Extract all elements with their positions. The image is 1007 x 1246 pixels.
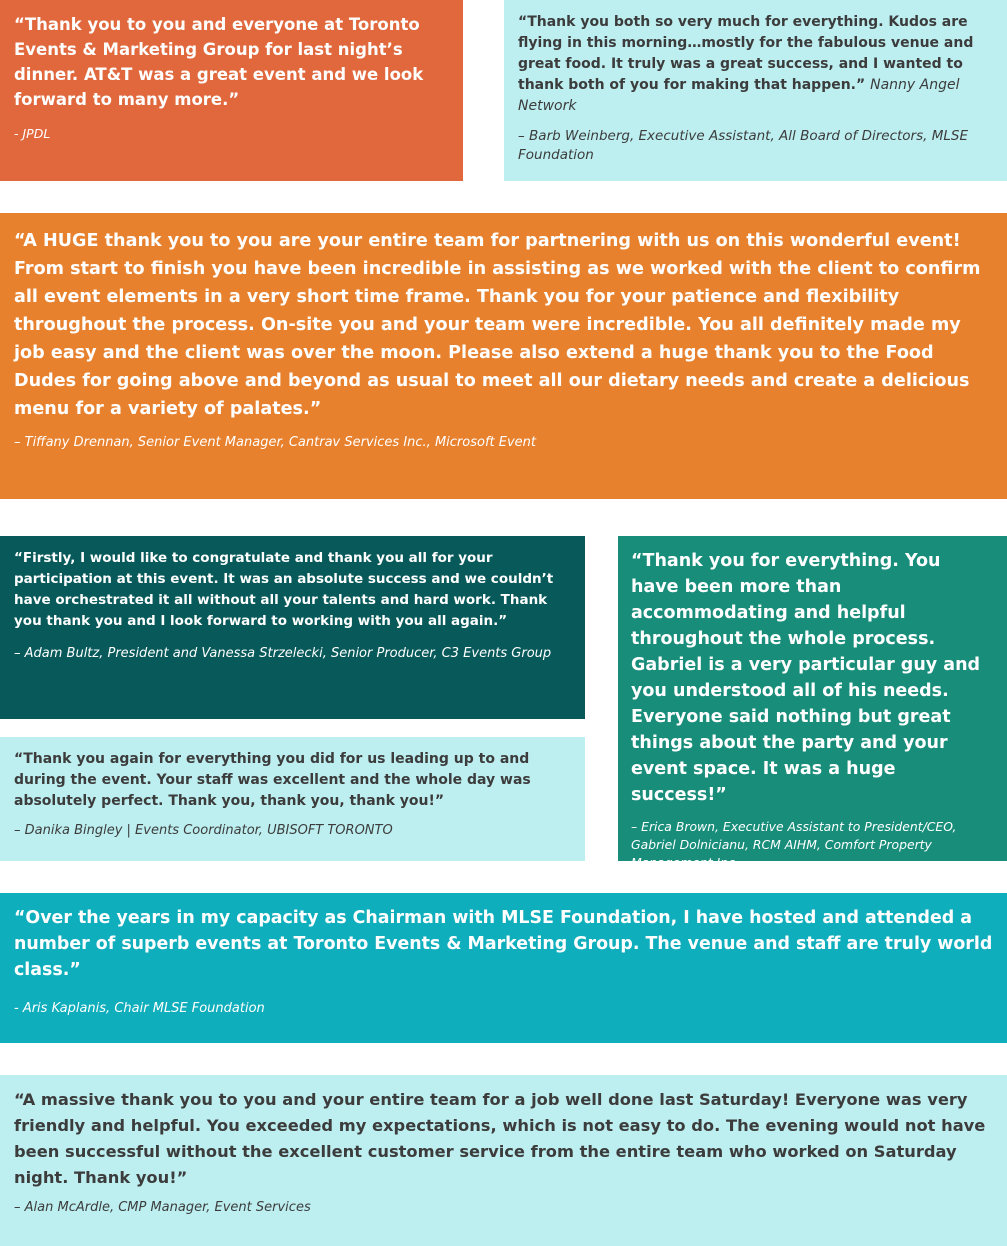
testimonial-card-erica-brown bbox=[618, 536, 1007, 870]
testimonial-card-barb-weinberg bbox=[504, 0, 1007, 181]
testimonial-quote: “A HUGE thank you to you are your entire team for partnering with us on this wonderful event! From start to finish you have been incredible in assisting as we worked with the client to confirm all event elements in a very short time frame. Thank you for your patience and flexibility throughout the process. On-site you and your team were incredible. You all definitely made my job easy and the client was over the moon. Please also extend a huge thank you to the Food Dudes for going above and beyond as usual to meet all our dietary needs and create a delicious menu for a variety of palates.” bbox=[14, 231, 981, 419]
testimonial-quote: “Thank you again for everything you did for us leading up to and during the event. Your staff was excellent and the whole day was absolutely perfect. Thank you, thank you, thank you!” bbox=[14, 751, 531, 809]
testimonial-author: - Aris Kaplanis, Chair MLSE Foundation bbox=[14, 1001, 265, 1016]
testimonial-card-alan-mcardle bbox=[0, 1075, 1007, 1246]
testimonial-quote-note: Nanny Angel Network bbox=[518, 77, 960, 114]
testimonial-author: – Barb Weinberg, Executive Assistant, All Board of Directors, MLSE Foundation bbox=[518, 128, 968, 163]
testimonial-card-danika-bingley bbox=[0, 737, 585, 861]
testimonial-card-aris-kaplanis bbox=[0, 893, 1007, 1043]
testimonial-quote: “A massive thank you to you and your entire team for a job well done last Saturday! Everyone was very friendly and helpful. You exceeded my expectations, which is not easy to do. The evening would not have been successful without the excellent customer service from the entire team who worked on Saturday night. Thank you!” bbox=[14, 1090, 986, 1187]
testimonial-author: – Adam Bultz, President and Vanessa Strzelecki, Senior Producer, C3 Events Group bbox=[14, 646, 552, 661]
testimonial-card-tiffany-drennan bbox=[0, 213, 1007, 499]
testimonial-author: – Danika Bingley | Events Coordinator, UBISOFT TORONTO bbox=[14, 823, 393, 838]
testimonial-author: – Tiffany Drennan, Senior Event Manager, Cantrav Services Inc., Microsoft Event bbox=[14, 435, 536, 450]
testimonial-quote-text: “Thank you both so very much for everything. Kudos are flying in this morning…mostly for the fabulous venue and great food. It truly was a great success, and I wanted to thank both of you for making that happen.” bbox=[518, 14, 974, 93]
testimonial-author: – Erica Brown, Executive Assistant to President/CEO, Gabriel Dolnicianu, RCM AIHM, Comfort Property Management Inc. bbox=[631, 819, 957, 870]
testimonial-quote: “Thank you to you and everyone at Toronto Events & Marketing Group for last night’s dinner. AT&T was a great event and we look forward to many more.” bbox=[14, 15, 424, 109]
testimonial-quote: “Thank you for everything. You have been more than accommodating and helpful throughout the whole process. Gabriel is a very particular guy and you understood all of his needs. Everyone said nothing but great things about the party and your event space. It was a huge success!” bbox=[631, 551, 981, 805]
testimonial-quote: “Firstly, I would like to congratulate and thank you all for your participation at this event. It was an absolute success and we couldn’t have orchestrated it all without all your talents and hard work. Thank you thank you and I look forward to working with you all again.” bbox=[14, 550, 554, 629]
testimonial-quote bbox=[518, 12, 993, 117]
testimonial-author: - JPDL bbox=[14, 126, 51, 141]
testimonial-card-jpdl bbox=[0, 0, 463, 181]
testimonial-quote: “Over the years in my capacity as Chairman with MLSE Foundation, I have hosted and attended a number of superb events at Toronto Events & Marketing Group. The venue and staff are truly world class.” bbox=[14, 908, 993, 980]
testimonial-author: – Alan McArdle, CMP Manager, Event Services bbox=[14, 1200, 311, 1215]
testimonial-card-adam-bultz bbox=[0, 536, 585, 719]
